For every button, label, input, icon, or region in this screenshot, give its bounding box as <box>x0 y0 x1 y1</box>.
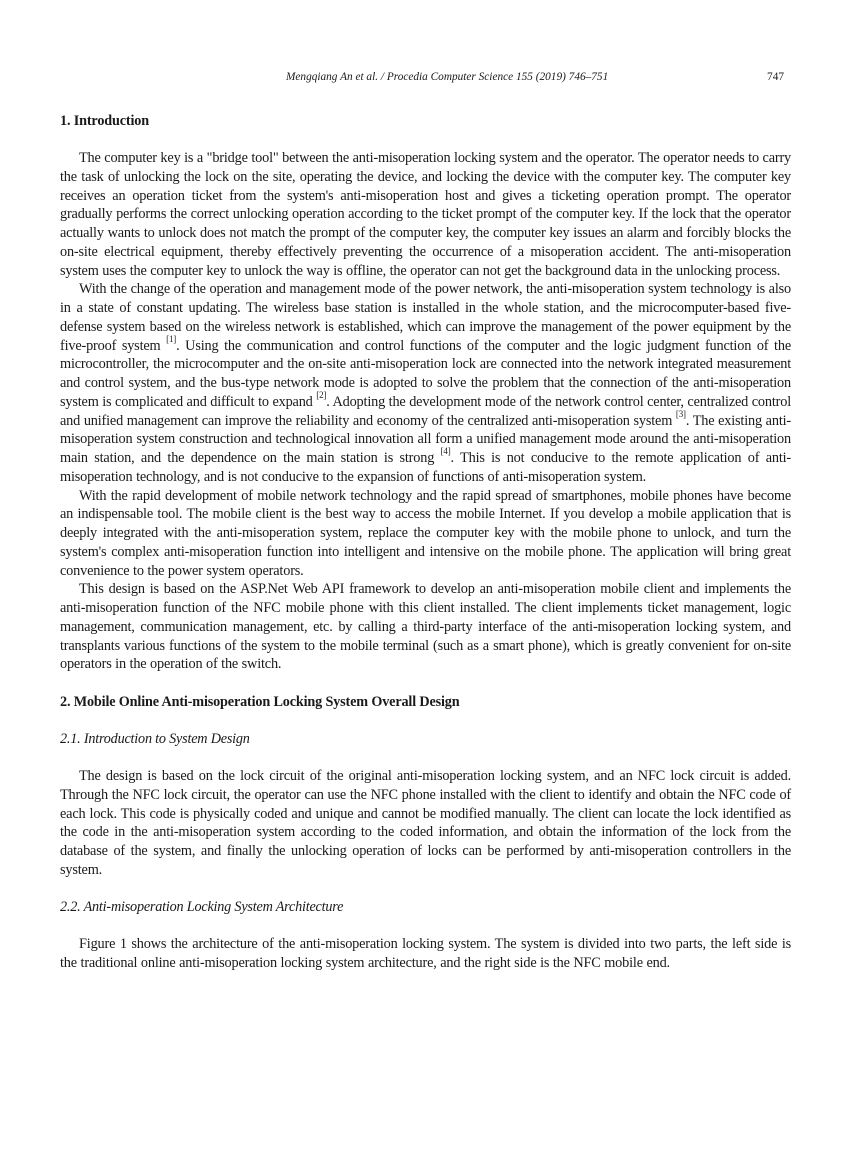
citation-ref[interactable]: [1] <box>166 333 177 344</box>
paragraph: The design is based on the lock circuit of the original anti-misoperation locking system, and an NFC lock circuit is added. Through the NFC lock circuit, the operator can use the NFC phone installed with the client to identify and obtain the NFC code of each lock. This code is physically coded and unique and cannot be modified manually. The client can locate the lock identified as the code in the anti-misoperation system according to the coded information, and obtain the information of the lock from the database of the system, and finally the unlocking operation of locks can be performed by anti-misoperation controllers in the system. <box>60 768 791 878</box>
page-number: 747 <box>767 71 784 83</box>
subsection-heading-architecture: 2.2. Anti-misoperation Locking System Architecture <box>60 899 344 916</box>
subsection-heading-system-design: 2.1. Introduction to System Design <box>60 730 250 747</box>
section-heading-introduction: 1. Introduction <box>60 113 149 129</box>
paragraph: This design is based on the ASP.Net Web API framework to develop an anti-misoperation mobile client and implements the anti-misoperation function of the NFC mobile phone with this client installed. The client implements ticket management, logic management, communication management, etc. by calling a third-party interface of the anti-misoperation locking system, and transplants various functions of the system to the mobile terminal (such as a smart phone), which is greatly convenient for on-site operators in the operation of the switch. <box>60 581 791 673</box>
paragraph: Figure 1 shows the architecture of the anti-misoperation locking system. The system is divided into two parts, the left side is the traditional online anti-misoperation locking system architecture, and the right side is the NFC mobile end. <box>60 936 791 972</box>
paragraph: With the change of the operation and management mode of the power network, the anti-misoperation system technology is also in a state of constant updating. The wireless base station is installed in the whole station, and the microcomputer-based five-defense system based on the wireless network is established, which can improve the management of the power equipment by the five-proof system [1]. Using the communication and control functions of the computer and the logic judgment function of the microcontroller, the microcomputer and the on-site anti-misoperation lock are connected into the network integrated measurement and control system, and the bus-type network mode is adopted to solve the problem that the connection of the anti-misoperation system is complicated and difficult to expand [2]. Adopting the development mode of the network control center, centralized control and unified management can improve the reliability and economy of the centralized anti-misoperation system [3]. The existing anti-misoperation system construction and technological innovation all form a unified management mode around the anti-misoperation main station, and the dependence on the main station is strong [4]. This is not conducive to the remote application of anti-misoperation technology, and is not conducive to the expansion of functions of anti-misoperation system. <box>60 281 791 485</box>
citation-ref[interactable]: [2] <box>316 390 327 401</box>
paragraph: With the rapid development of mobile network technology and the rapid spread of smartphones, mobile phones have become an indispensable tool. The mobile client is the best way to access the mobile Internet. If you develop a mobile application that is deeply integrated with the anti-misoperation system, replace the computer key with the mobile phone to unlock, and turn the system's complex anti-misoperation function into intelligent and intensive on the mobile phone. The application will bring great convenience to the power system operators. <box>60 487 791 579</box>
section-heading-overall-design: 2. Mobile Online Anti-misoperation Locking System Overall Design <box>60 693 460 710</box>
paragraph: The computer key is a "bridge tool" between the anti-misoperation locking system and the operator. The operator needs to carry the task of unlocking the lock on the site, operating the device, and locking the device with the computer key. The computer key receives an operation ticket from the system's anti-misoperation host and gives a ticketing operation prompt. The operator gradually performs the correct unlocking operation according to the ticket prompt of the computer key. If the lock that the operator actually wants to unlock does not match the prompt of the computer key, the computer key issues an alarm and forcibly blocks the on-site electrical equipment, thereby effectively preventing the occurrence of a misoperation accident. The anti-misoperation system uses the computer key to unlock the way is offline, the operator can not get the background data in the unlocking process. <box>60 150 791 279</box>
article-body <box>60 112 791 973</box>
running-header <box>60 71 791 89</box>
citation-ref[interactable]: [3] <box>675 408 686 419</box>
running-title: Mengqiang An et al. / Procedia Computer Science 155 (2019) 746–751 <box>286 71 609 83</box>
citation-ref[interactable]: [4] <box>440 446 451 457</box>
